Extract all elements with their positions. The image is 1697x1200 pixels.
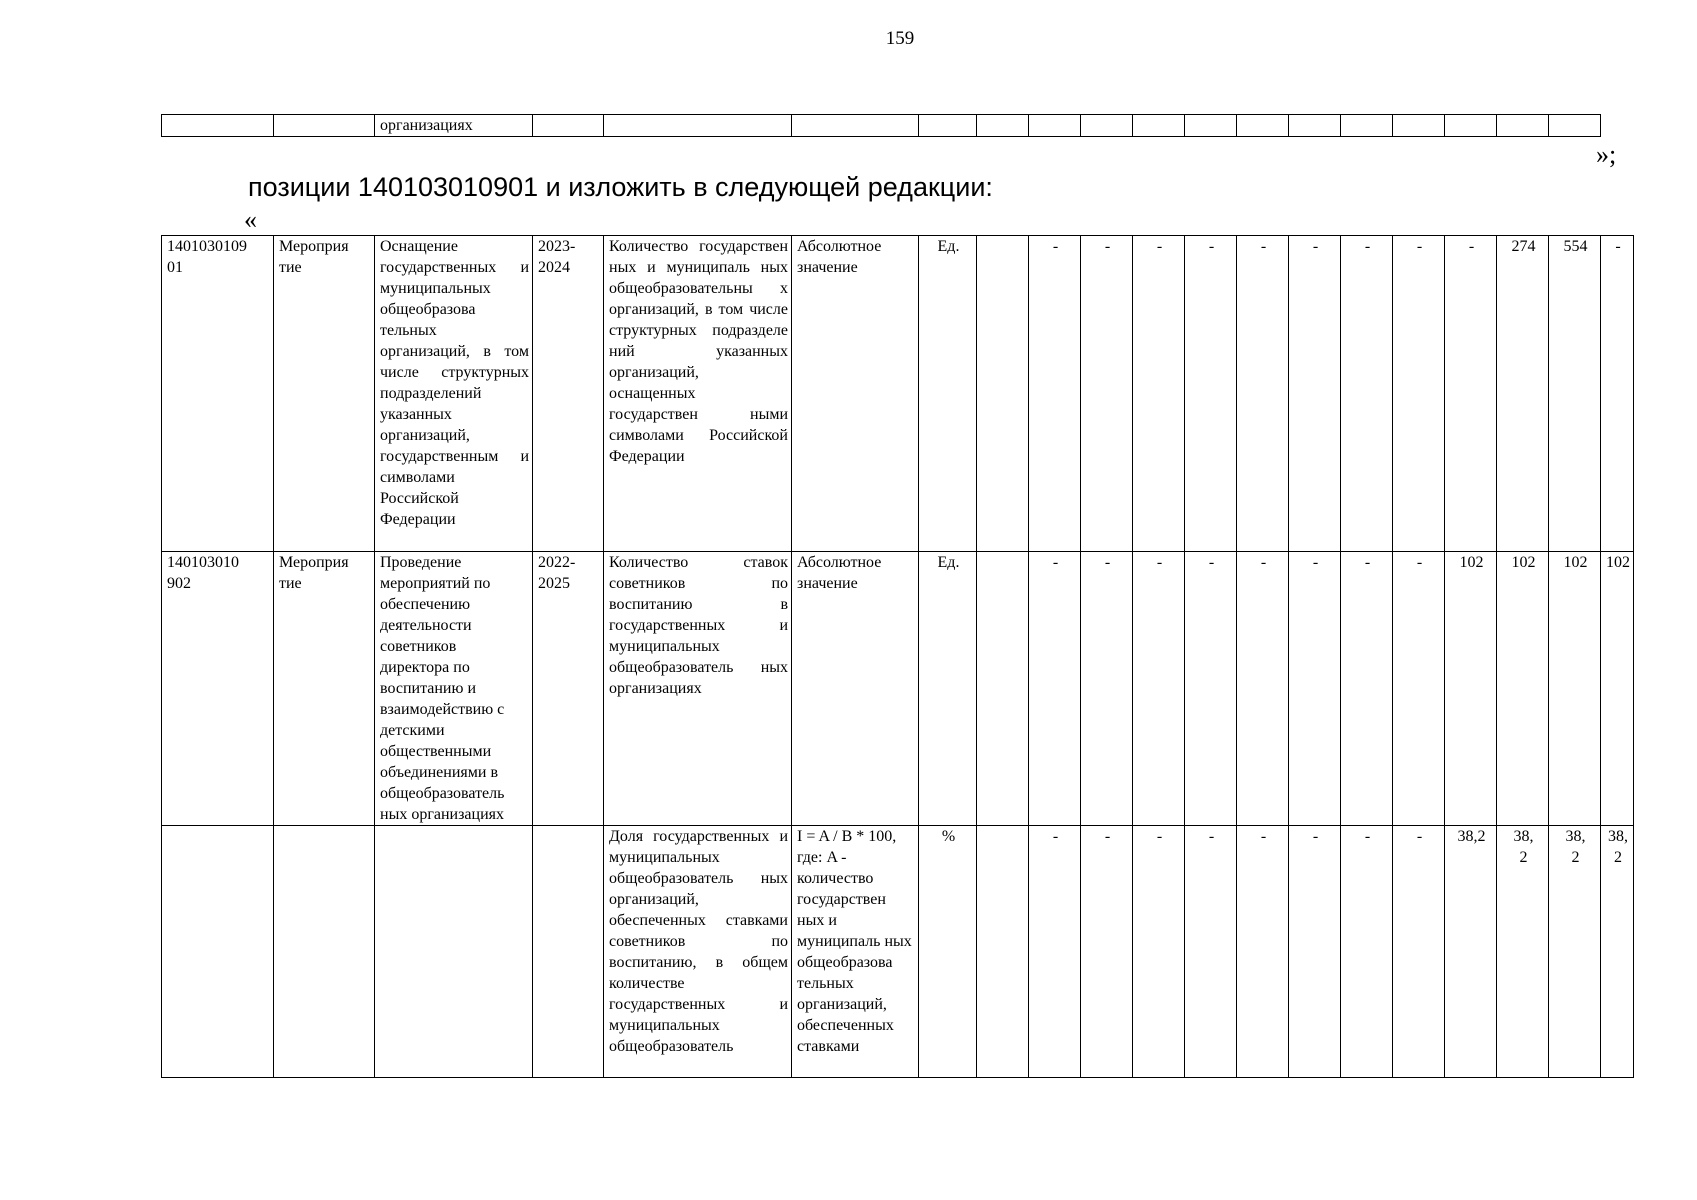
continuation-table bbox=[161, 114, 1601, 137]
value-cell: - bbox=[1341, 236, 1393, 552]
value-cell: - bbox=[1445, 236, 1497, 552]
calculation-method: Абсолютное значение bbox=[792, 552, 919, 826]
value-cell: - bbox=[1029, 552, 1081, 826]
value-cell: - bbox=[1185, 236, 1237, 552]
value-cell: 38, 2 bbox=[1497, 826, 1549, 1078]
calculation-method: Абсолютное значение bbox=[792, 236, 919, 552]
value-cell: - bbox=[1601, 236, 1634, 552]
table-row bbox=[162, 236, 1634, 552]
value-cell: - bbox=[1029, 826, 1081, 1078]
value-cell: 274 bbox=[1497, 236, 1549, 552]
amendment-table bbox=[161, 235, 1634, 1078]
value-cell: - bbox=[1133, 826, 1185, 1078]
position-code: 1401030109 01 bbox=[162, 236, 274, 552]
value-cell: 102 bbox=[1601, 552, 1634, 826]
unit-of-measure: Ед. bbox=[919, 552, 977, 826]
value-cell: - bbox=[1029, 236, 1081, 552]
value-cell: 102 bbox=[1497, 552, 1549, 826]
value-cell: - bbox=[1185, 826, 1237, 1078]
table-row bbox=[162, 115, 1601, 137]
position-name: Оснащение государственных и муниципальных общеобразова тельных организаций, в том числе структурных подразделений указанных организаций, государственным и символами Российской Федерации bbox=[375, 236, 533, 552]
position-years bbox=[533, 826, 604, 1078]
value-cell: - bbox=[1341, 826, 1393, 1078]
table-row bbox=[162, 826, 1634, 1078]
value-cell: 102 bbox=[1445, 552, 1497, 826]
value-cell: - bbox=[1289, 552, 1341, 826]
unit-of-measure: % bbox=[919, 826, 977, 1078]
value-cell: - bbox=[1393, 236, 1445, 552]
value-cell: - bbox=[1289, 826, 1341, 1078]
closing-quote: »; bbox=[1596, 140, 1617, 169]
value-cell: 554 bbox=[1549, 236, 1601, 552]
value-cell: 38, 2 bbox=[1549, 826, 1601, 1078]
value-cell: - bbox=[1237, 826, 1289, 1078]
indicator-name: Количество государствен ных и муниципаль ных общеобразовательны х организаций, в том числе структурных подразделе ний указанных организаций, оснащенных государствен ными символами Российской Федерации bbox=[604, 236, 792, 552]
position-code bbox=[162, 826, 274, 1078]
value-cell bbox=[977, 236, 1029, 552]
value-cell: 102 bbox=[1549, 552, 1601, 826]
position-years: 2022- 2025 bbox=[533, 552, 604, 826]
value-cell: - bbox=[1289, 236, 1341, 552]
indicator-name: Количество ставок советников по воспитанию в государственных и муниципальных общеобразователь ных организациях bbox=[604, 552, 792, 826]
value-cell: - bbox=[1133, 236, 1185, 552]
value-cell: 38,2 bbox=[1445, 826, 1497, 1078]
position-code: 140103010 902 bbox=[162, 552, 274, 826]
value-cell bbox=[977, 826, 1029, 1078]
position-name bbox=[375, 826, 533, 1078]
position-years: 2023- 2024 bbox=[533, 236, 604, 552]
table-cell: организациях bbox=[375, 115, 533, 137]
unit-of-measure: Ед. bbox=[919, 236, 977, 552]
calculation-method: I = A / B * 100, где: A - количество государствен ных и муниципаль ных общеобразова тельных организаций, обеспеченных ставками bbox=[792, 826, 919, 1078]
value-cell: - bbox=[1133, 552, 1185, 826]
value-cell: - bbox=[1393, 552, 1445, 826]
indicator-name: Доля государственных и муниципальных общеобразователь ных организаций, обеспеченных ставками советников по воспитанию, в общем количестве государственных и муниципальных общеобразователь bbox=[604, 826, 792, 1078]
value-cell: 38, 2 bbox=[1601, 826, 1634, 1078]
position-type bbox=[274, 826, 375, 1078]
value-cell: - bbox=[1237, 552, 1289, 826]
position-name: Проведение мероприятий по обеспечению деятельности советников директора по воспитанию и взаимодействию с детскими общественными объединениями в общеобразователь ных организациях bbox=[375, 552, 533, 826]
position-type: Мероприя тие bbox=[274, 552, 375, 826]
table-row bbox=[162, 552, 1634, 826]
value-cell bbox=[977, 552, 1029, 826]
opening-quote: « bbox=[244, 205, 257, 234]
page-number: 159 bbox=[885, 28, 915, 49]
value-cell: - bbox=[1237, 236, 1289, 552]
value-cell: - bbox=[1185, 552, 1237, 826]
value-cell: - bbox=[1081, 826, 1133, 1078]
value-cell: - bbox=[1081, 552, 1133, 826]
amendment-instruction: позиции 140103010901 и изложить в следующей редакции: bbox=[248, 172, 993, 202]
position-type: Мероприя тие bbox=[274, 236, 375, 552]
value-cell: - bbox=[1393, 826, 1445, 1078]
value-cell: - bbox=[1341, 552, 1393, 826]
value-cell: - bbox=[1081, 236, 1133, 552]
